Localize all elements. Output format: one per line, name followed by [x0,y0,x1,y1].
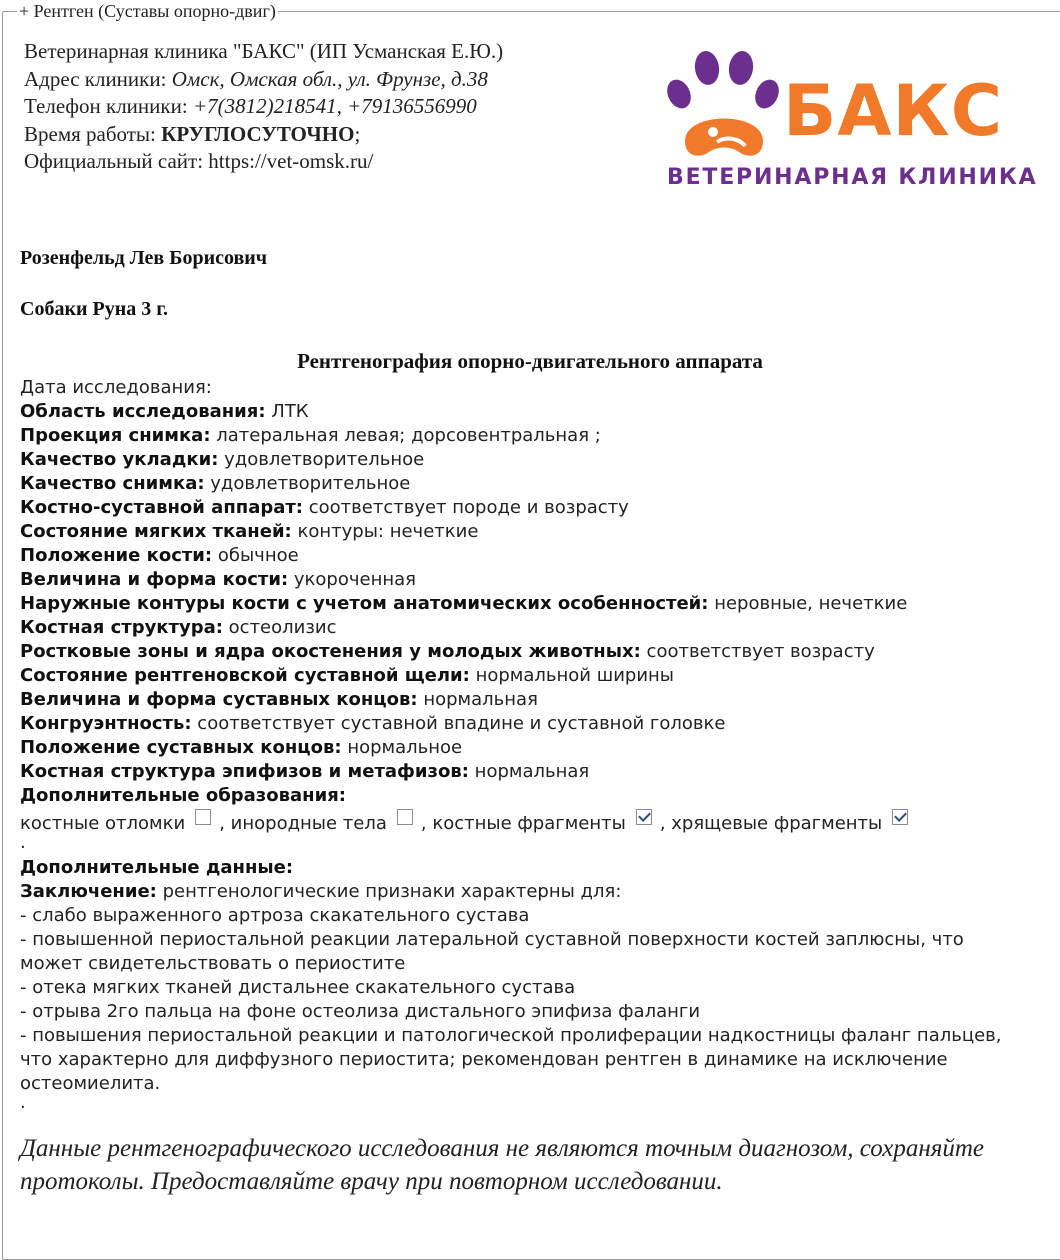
checkbox-unchecked[interactable] [397,809,413,825]
report-field [20,520,1030,544]
report-field-value: укороченная [293,569,416,590]
report-field-value: латеральная левая; дорсовентральная ; [216,425,601,446]
report-field [20,496,1030,520]
report-field [20,448,1030,472]
checkbox-label: , инородные тела [219,813,387,834]
logo-brand: БАКС [783,70,1004,152]
report-field [20,664,1030,688]
report-fields [20,400,1030,784]
clinic-logo [655,46,1038,196]
report-field [20,424,1030,448]
conclusion-item: - слабо выраженного артроза скакательного сустава [20,905,530,926]
report-field-label: Качество укладки: [20,449,219,470]
owner-name: Розенфельд Лев Борисович [20,247,268,269]
report-field-value: нормальное [347,737,463,758]
report-field-value: контуры: нечеткие [297,521,479,542]
extra-formations-checkboxes [20,812,1030,836]
report-field-value: соответствует суставной впадине и суставной головке [197,713,726,734]
report-field-label: Костно-суставной аппарат: [20,497,304,518]
report-field-label: Конгруэнтность: [20,713,192,734]
clinic-phone-value: +7(3812)218541, +79136556990 [192,94,477,118]
report-field-label: Положение кости: [20,545,213,566]
clinic-site [24,148,503,176]
clinic-address-label: Адрес клиники: [24,66,167,91]
report-field-value: остеолизис [228,617,337,638]
report-field [20,544,1030,568]
clinic-hours [24,121,503,149]
report-field [20,472,1030,496]
report-field [20,760,1030,784]
report-field-label: Проекция снимка: [20,425,211,446]
report-field-value: нормальной ширины [475,665,674,686]
clinic-address [24,66,503,94]
checkbox-label: костные отломки [20,813,186,834]
report-field-value: нормальная [423,689,538,710]
conclusion-item: - повышения периостальной реакции и патологической пролиферации надкостницы фаланг пальцев, что характерно для диффузного периостита; рекомендован рентген в динамике на исключение остеомиелита. [20,1025,1002,1094]
clinic-phone-label: Телефон клиники: [24,94,188,118]
report-body [20,376,1030,1116]
report-field-value: удовлетворительное [210,473,411,494]
additional-data-label: Дополнительные данные: [20,857,294,878]
report-field [20,568,1030,592]
report-field-label: Костная структура: [20,617,223,638]
report-field [20,688,1030,712]
report-field-value: ЛТК [271,401,309,422]
conclusion-intro: рентгенологические признаки характерны для: [162,881,622,902]
report-field-label: Область исследования: [20,401,266,422]
clinic-hours-tail: ; [354,121,361,146]
clinic-address-value: Омск, Омская обл., ул. Фрунзе, д.38 [171,66,488,91]
study-date: Дата исследования: [20,377,212,398]
report-field [20,616,1030,640]
report-field-label: Положение суставных концов: [20,737,342,758]
clinic-hours-label: Время работы: [24,121,156,146]
report-field-value: обычное [217,545,299,566]
report-field-value: нормальная [474,761,590,782]
checkbox-checked[interactable] [636,809,652,825]
checkbox-unchecked[interactable] [195,809,211,825]
report-field-label: Величина и форма суставных концов: [20,689,418,710]
report-title: Рентгенография опорно-двигательного аппарата [297,349,763,373]
separator-dot: . [20,832,26,853]
report-field-label: Качество снимка: [20,473,205,494]
report-field [20,400,1030,424]
checkbox-label: , хрящевые фрагменты [659,813,883,834]
report-field-label: Ростковые зоны и ядра окостенения у молодых животных: [20,641,641,662]
checkbox-label: , костные фрагменты [420,813,626,834]
patient-info: Собаки Руна 3 г. [20,298,169,320]
clinic-site-value: https://vet-omsk.ru/ [208,149,374,173]
report-field [20,640,1030,664]
clinic-phone [24,93,503,121]
report-field-value: соответствует породе и возрасту [308,497,629,518]
conclusion-item: - отрыва 2го пальца на фоне остеолиза дистального эпифиза фаланги [20,1001,701,1022]
report-field [20,736,1030,760]
clinic-info [24,38,503,176]
disclaimer-note: Данные рентгенографического исследования не являются точным диагнозом, сохраняйте протоколы. Предоставляйте врачу при повторном исследовании. [20,1135,985,1195]
report-field-label: Величина и форма кости: [20,569,289,590]
separator-dot-2: . [20,1092,26,1113]
conclusion-list [20,904,1030,1096]
conclusion-item: - повышенной периостальной реакции латеральной суставной поверхности костей заплюсны, что может свидетельствовать о периостите [20,929,964,974]
conclusion-label: Заключение: [20,881,157,902]
conclusion-item: - отека мягких тканей дистальнее скакательного сустава [20,977,576,998]
logo-subtitle: ВЕТЕРИНАРНАЯ КЛИНИКА [667,165,1038,190]
section-legend[interactable]: + Рентген (Суставы опорно-двиг) [19,1,276,21]
report-field-label: Состояние мягких тканей: [20,521,292,542]
report-field-value: неровные, нечеткие [714,593,908,614]
report-field-value: удовлетворительное [224,449,425,470]
extra-formations-label: Дополнительные образования: [20,785,346,806]
clinic-name: Ветеринарная клиника "БАКС" (ИП Усманская Е.Ю.) [24,39,504,63]
report-field [20,592,1030,616]
report-field-label: Состояние рентгеновской суставной щели: [20,665,470,686]
report-field-label: Костная структура эпифизов и метафизов: [20,761,469,782]
report-field-label: Наружные контуры кости с учетом анатомических особенностей: [20,593,709,614]
report-field [20,712,1030,736]
clinic-hours-value: КРУГЛОСУТОЧНО [161,121,355,146]
clinic-site-label: Официальный сайт: [24,149,204,173]
conclusion-heading [20,880,1030,904]
checkbox-checked[interactable] [892,809,908,825]
report-field-value: соответствует возрасту [646,641,875,662]
